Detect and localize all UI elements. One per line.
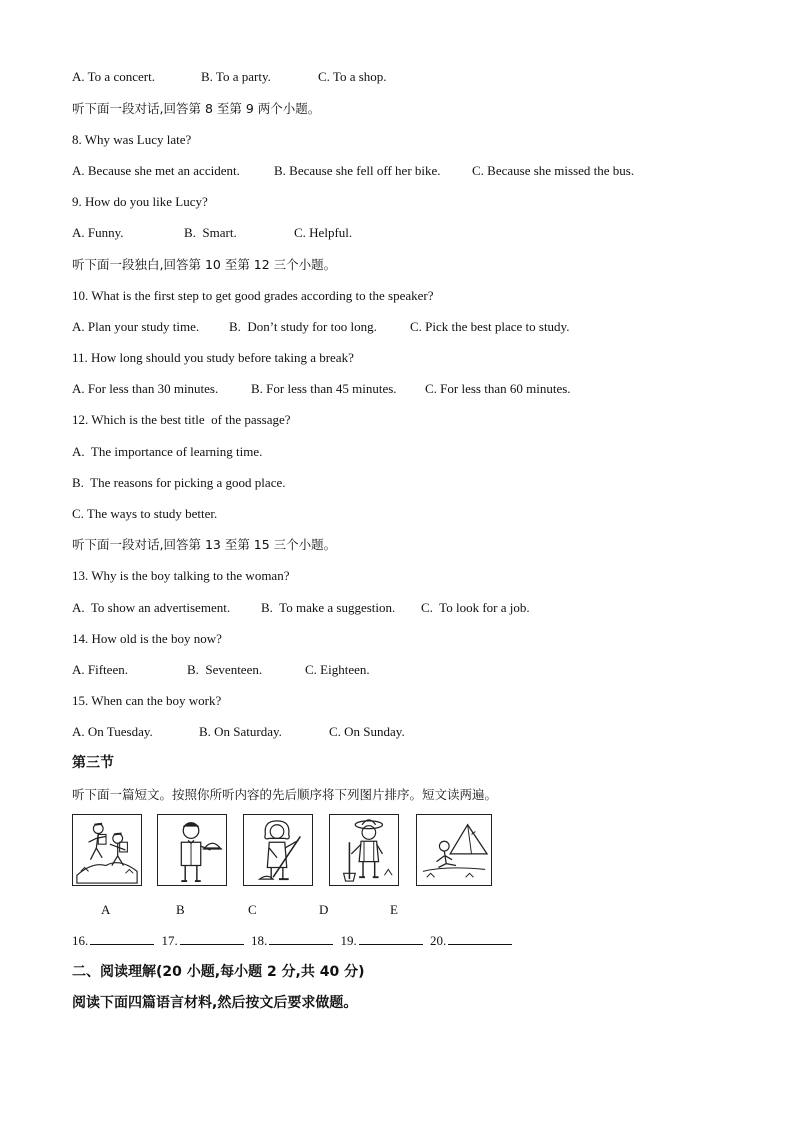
q15-stem: 15. When can the boy work? xyxy=(72,693,222,708)
q13-option-a: A. To show an advertisement. xyxy=(72,600,231,615)
waiter-icon xyxy=(157,814,227,886)
q13-stem: 13. Why is the boy talking to the woman? xyxy=(72,568,290,583)
hikers-icon xyxy=(72,814,142,886)
q15-option-b: B. On Saturday. xyxy=(199,724,282,739)
q9-option-c: C. Helpful. xyxy=(294,225,353,240)
blank-number-16: 16. xyxy=(72,933,89,948)
answer-blank-19[interactable] xyxy=(359,932,423,945)
q13-option-c: C. To look for a job. xyxy=(421,600,530,615)
blank-number-17: 17. xyxy=(161,933,178,948)
farmer-icon xyxy=(329,814,399,886)
q14-option-b: B. Seventeen. xyxy=(187,662,263,677)
blank-number-18: 18. xyxy=(251,933,268,948)
q9-stem: 9. How do you like Lucy? xyxy=(72,194,208,209)
picture-label-a: A xyxy=(101,902,111,917)
q9-option-b: B. Smart. xyxy=(184,225,237,240)
q11-option-b: B. For less than 45 minutes. xyxy=(251,381,397,396)
q8-option-c: C. Because she missed the bus. xyxy=(472,163,635,178)
q8-stem: 8. Why was Lucy late? xyxy=(72,132,192,147)
picture-label-d: D xyxy=(319,902,329,917)
picture-label-c: C xyxy=(248,902,257,917)
q10-stem: 10. What is the first step to get good grades according to the speaker? xyxy=(72,288,434,303)
blank-number-20: 20. xyxy=(430,933,447,948)
q8-option-a: A. Because she met an accident. xyxy=(72,163,240,178)
q12-option-b: B. The reasons for picking a good place. xyxy=(72,475,286,490)
q7-option-c: C. To a shop. xyxy=(318,69,387,84)
directions-13-15: 听下面一段对话,回答第 13 至第 15 三个小题。 xyxy=(72,537,337,552)
part2-title: 二、阅读理解(20 小题,每小题 2 分,共 40 分) xyxy=(72,964,365,980)
blank-number-19: 19. xyxy=(340,933,357,948)
q15-option-c: C. On Sunday. xyxy=(329,724,405,739)
q8-option-b: B. Because she fell off her bike. xyxy=(274,163,441,178)
q9-option-a: A. Funny. xyxy=(72,225,124,240)
answer-blank-16[interactable] xyxy=(90,932,154,945)
q13-option-b: B. To make a suggestion. xyxy=(261,600,396,615)
part2-directions: 阅读下面四篇语言材料,然后按文后要求做题。 xyxy=(72,995,358,1011)
q12-option-a: A. The importance of learning time. xyxy=(72,444,263,459)
q11-option-a: A. For less than 30 minutes. xyxy=(72,381,219,396)
picture-label-b: B xyxy=(176,902,185,917)
directions-8-9: 听下面一段对话,回答第 8 至第 9 两个小题。 xyxy=(72,101,321,116)
answer-blank-18[interactable] xyxy=(269,932,333,945)
q14-stem: 14. How old is the boy now? xyxy=(72,631,222,646)
q7-option-a: A. To a concert. xyxy=(72,69,155,84)
q7-option-b: B. To a party. xyxy=(201,69,271,84)
q10-option-c: C. Pick the best place to study. xyxy=(410,319,570,334)
q11-stem: 11. How long should you study before taking a break? xyxy=(72,350,354,365)
q12-stem: 12. Which is the best title of the passage? xyxy=(72,412,291,427)
section3-directions: 听下面一篇短文。按照你所听内容的先后顺序将下列图片排序。短文读两遍。 xyxy=(72,787,498,802)
q12-option-c: C. The ways to study better. xyxy=(72,506,218,521)
q15-option-a: A. On Tuesday. xyxy=(72,724,153,739)
answer-blank-17[interactable] xyxy=(180,932,244,945)
camping-icon xyxy=(416,814,492,886)
q10-option-b: B. Don’t study for too long. xyxy=(229,319,377,334)
q14-option-a: A. Fifteen. xyxy=(72,662,128,677)
q10-option-a: A. Plan your study time. xyxy=(72,319,200,334)
gardener-woman-icon xyxy=(243,814,313,886)
answer-blanks xyxy=(72,932,512,949)
section3-title: 第三节 xyxy=(72,755,114,771)
q11-option-c: C. For less than 60 minutes. xyxy=(425,381,571,396)
directions-10-12: 听下面一段独白,回答第 10 至第 12 三个小题。 xyxy=(72,257,337,272)
q14-option-c: C. Eighteen. xyxy=(305,662,370,677)
answer-blank-20[interactable] xyxy=(448,932,512,945)
picture-label-e: E xyxy=(390,902,398,917)
